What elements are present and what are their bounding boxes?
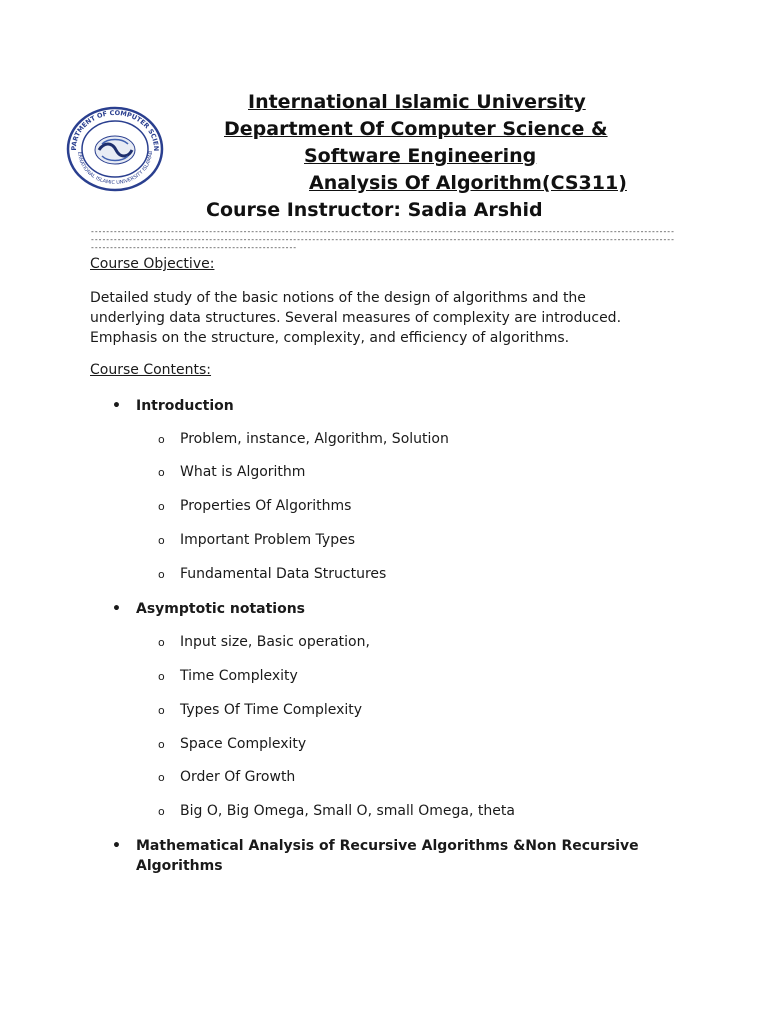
department-title: Department Of Computer Science & <box>224 118 608 140</box>
paragraph-line: underlying data structures. Several measures of complexity are introduced. <box>90 310 622 326</box>
svg-text:INTERNATIONAL ISLAMIC UNIVERSI: ERNATIONAL ISLAMIC UNIVERSITY ISLAMAB <box>75 150 155 187</box>
list-item-text: Properties Of Algorithms <box>180 498 352 514</box>
list-item-text: Problem, instance, Algorithm, Solution <box>180 431 449 447</box>
list-item-text: Fundamental Data Structures <box>180 566 387 582</box>
sub-bullet-icon: o <box>158 738 165 751</box>
svg-text:DEPARTMENT OF COMPUTER SCIENCE: PARTMENT OF COMPUTER SCIEN <box>69 108 161 152</box>
list-item-text: Time Complexity <box>180 668 298 684</box>
bullet-icon: • <box>112 601 121 617</box>
sub-bullet-icon: o <box>158 534 165 547</box>
section-title: Mathematical Analysis of Recursive Algorithms &Non Recursive Algorithms <box>136 838 639 874</box>
bullet-icon: • <box>112 838 121 854</box>
list-item-text: What is Algorithm <box>180 464 306 480</box>
sub-bullet-icon: o <box>158 704 165 717</box>
list-item-text: Input size, Basic operation, <box>180 634 370 650</box>
department-title-continued: Software Engineering <box>304 145 537 167</box>
sub-bullet-icon: o <box>158 433 165 446</box>
course-objective-text <box>90 288 680 348</box>
sub-bullet-icon: o <box>158 636 165 649</box>
sub-bullet-icon: o <box>158 670 165 683</box>
separator-line: --------------------------------------------------------------------------------------------------------------------------------------------------------- <box>90 228 674 236</box>
paragraph-line: Emphasis on the structure, complexity, and efficiency of algorithms. <box>90 330 570 346</box>
list-item-text: Important Problem Types <box>180 532 355 548</box>
list-item-text: Big O, Big Omega, Small O, small Omega, theta <box>180 803 515 819</box>
list-item-text: Types Of Time Complexity <box>180 702 363 718</box>
course-instructor: Course Instructor: Sadia Arshid <box>206 199 543 221</box>
section-title: Introduction <box>136 398 234 414</box>
separator-line: --------------------------------------------------------------------------------------------------------------------------------------------------------- <box>90 236 674 244</box>
section-title: Asymptotic notations <box>136 601 306 617</box>
list-item-text: Order Of Growth <box>180 769 296 785</box>
university-title: International Islamic University <box>248 91 586 113</box>
course-contents-heading: Course Contents: <box>90 362 212 378</box>
bullet-icon: • <box>112 398 121 414</box>
course-objective-heading: Course Objective: <box>90 256 215 272</box>
list-item-text: Space Complexity <box>180 736 307 752</box>
sub-bullet-icon: o <box>158 500 165 513</box>
separator-line: ------------------------------------------------------ <box>90 244 297 252</box>
university-seal-icon <box>66 106 164 192</box>
paragraph-line: Detailed study of the basic notions of the design of algorithms and the <box>90 290 586 306</box>
sub-bullet-icon: o <box>158 568 165 581</box>
sub-bullet-icon: o <box>158 805 165 818</box>
sub-bullet-icon: o <box>158 466 165 479</box>
course-title: Analysis Of Algorithm(CS311) <box>309 172 627 194</box>
department-seal-logo <box>66 106 164 192</box>
sub-bullet-icon: o <box>158 771 165 784</box>
